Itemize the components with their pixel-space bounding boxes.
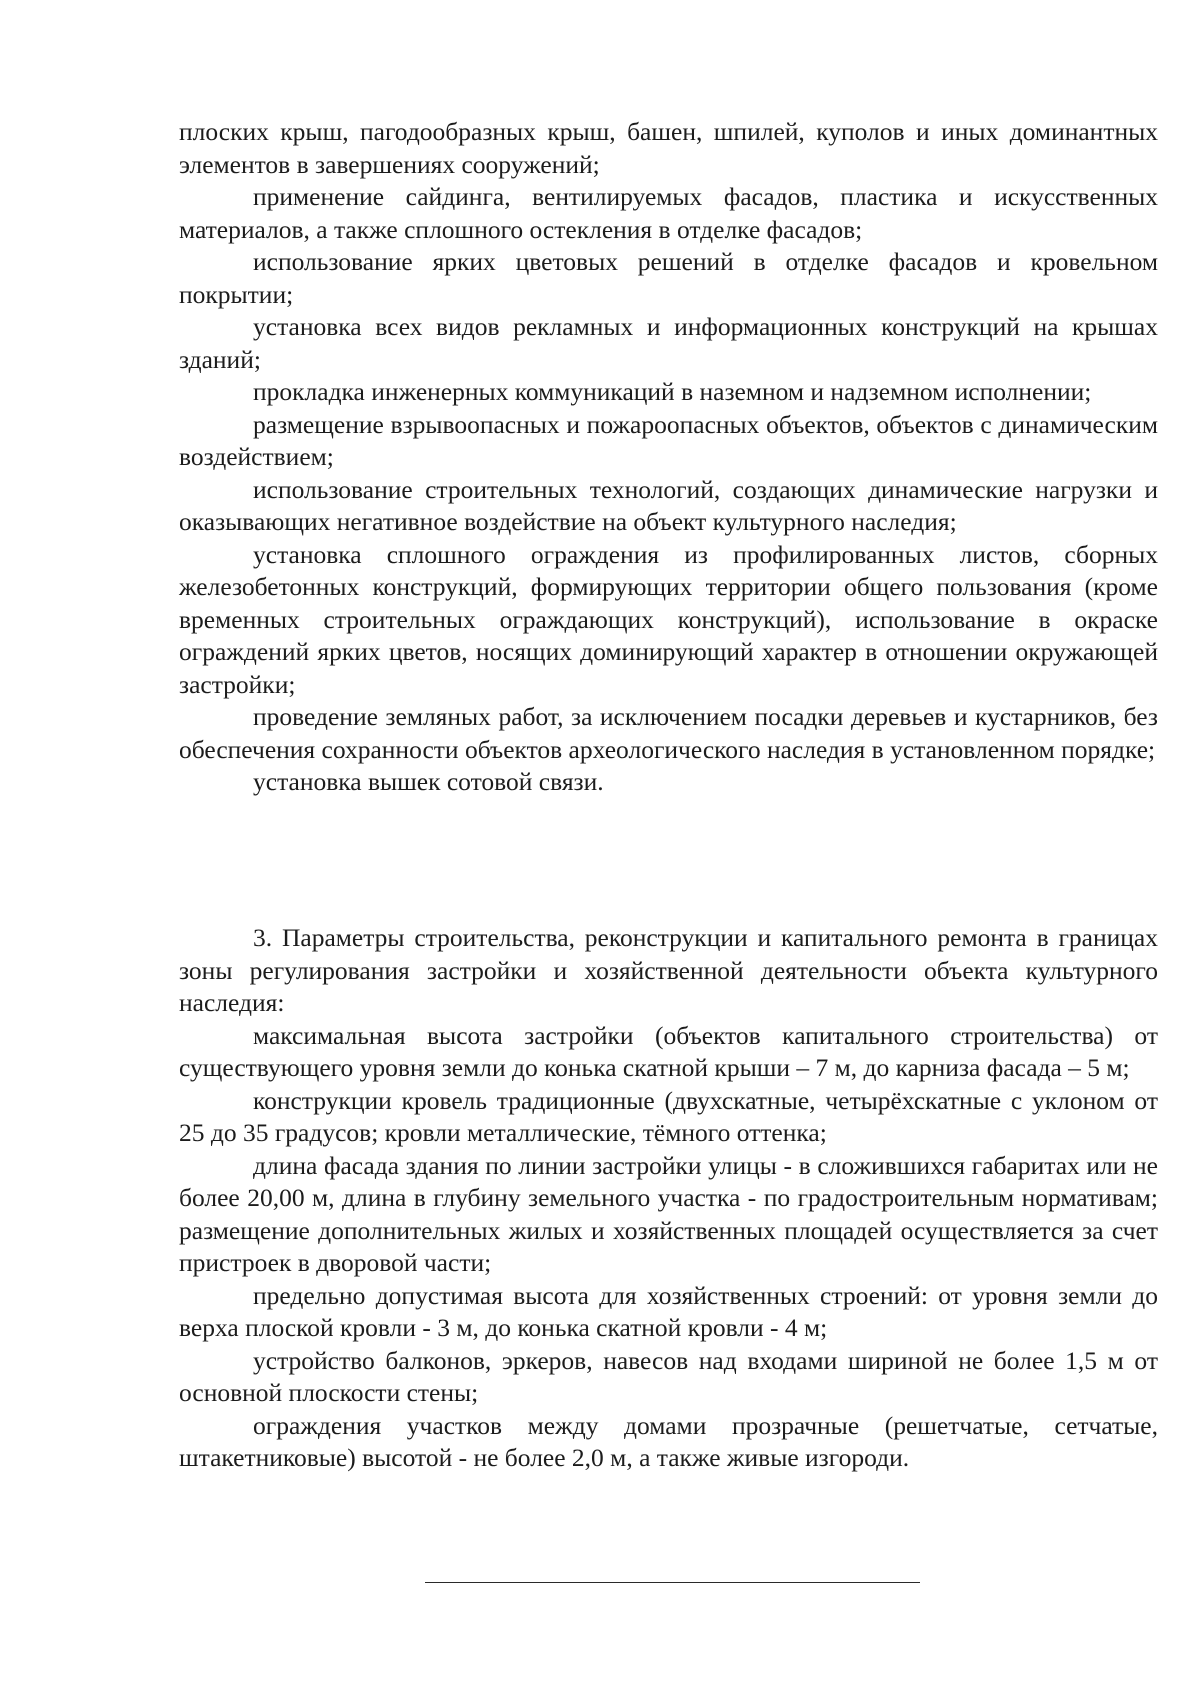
restrictions-list <box>179 116 1158 799</box>
restriction-item: плоских крыш, пагодообразных крыш, башен, шпилей, куполов и иных доминантных элементов в завершениях сооружений; <box>179 117 1158 179</box>
parameter-item: максимальная высота застройки (объектов капитального строительства) от существующего уровня земли до конька скатной крыши – 7 м, до карниза фасада – 5 м; <box>179 1020 1158 1082</box>
restriction-item: установка вышек сотовой связи. <box>253 767 604 796</box>
parameter-item: ограждения участков между домами прозрачные (решетчатые, сетчатые, штакетниковые) высотой - не более 2,0 м, а также живые изгороди. <box>179 1410 1158 1472</box>
parameter-item: предельно допустимая высота для хозяйственных строений: от уровня земли до верха плоской кровли - 3 м, до конька скатной кровли - 4 м; <box>179 1280 1158 1342</box>
restriction-item: проведение земляных работ, за исключением посадки деревьев и кустарников, без обеспечения сохранности объектов археологического наследия в установленном порядке; <box>179 702 1158 764</box>
restriction-item: применение сайдинга, вентилируемых фасадов, пластика и искусственных материалов, а также сплошного остекления в отделке фасадов; <box>179 182 1158 244</box>
restriction-item: установка всех видов рекламных и информационных конструкций на крышах зданий; <box>179 312 1158 374</box>
parameter-item: конструкции кровель традиционные (двухскатные, четырёхскатные с уклоном от 25 до 35 градусов; кровли металлические, тёмного оттенка; <box>179 1085 1158 1147</box>
restriction-item: установка сплошного ограждения из профилированных листов, сборных железобетонных конструкций, формирующих территории общего пользования (кроме временных строительных ограждающих конструкций), использование в окраске ограждений ярких цветов, носящих доминирующий характер в отношении окружающей застройки; <box>179 539 1158 699</box>
restriction-item: использование ярких цветовых решений в отделке фасадов и кровельном покрытии; <box>179 247 1158 309</box>
parameter-item: устройство балконов, эркеров, навесов над входами шириной не более 1,5 м от основной плоскости стены; <box>179 1345 1158 1407</box>
end-separator-line <box>425 1582 920 1583</box>
parameter-item: длина фасада здания по линии застройки улицы - в сложившихся габаритах или не более 20,00 м, длина в глубину земельного участка - по градостроительным нормативам; размещение дополнительных жилых и хозяйственных площадей осуществляется за счет пристроек в дворовой части; <box>179 1150 1158 1277</box>
section-3 <box>179 922 1158 1475</box>
restriction-item: использование строительных технологий, создающих динамические нагрузки и оказывающих негативное воздействие на объект культурного наследия; <box>179 474 1158 536</box>
restriction-item: размещение взрывоопасных и пожароопасных объектов, объектов с динамическим воздействием; <box>179 409 1158 471</box>
section-3-heading: 3. Параметры строительства, реконструкции и капитального ремонта в границах зоны регулирования застройки и хозяйственной деятельности объекта культурного наследия: <box>179 923 1158 1017</box>
restriction-item: прокладка инженерных коммуникаций в наземном и надземном исполнении; <box>253 377 1092 406</box>
